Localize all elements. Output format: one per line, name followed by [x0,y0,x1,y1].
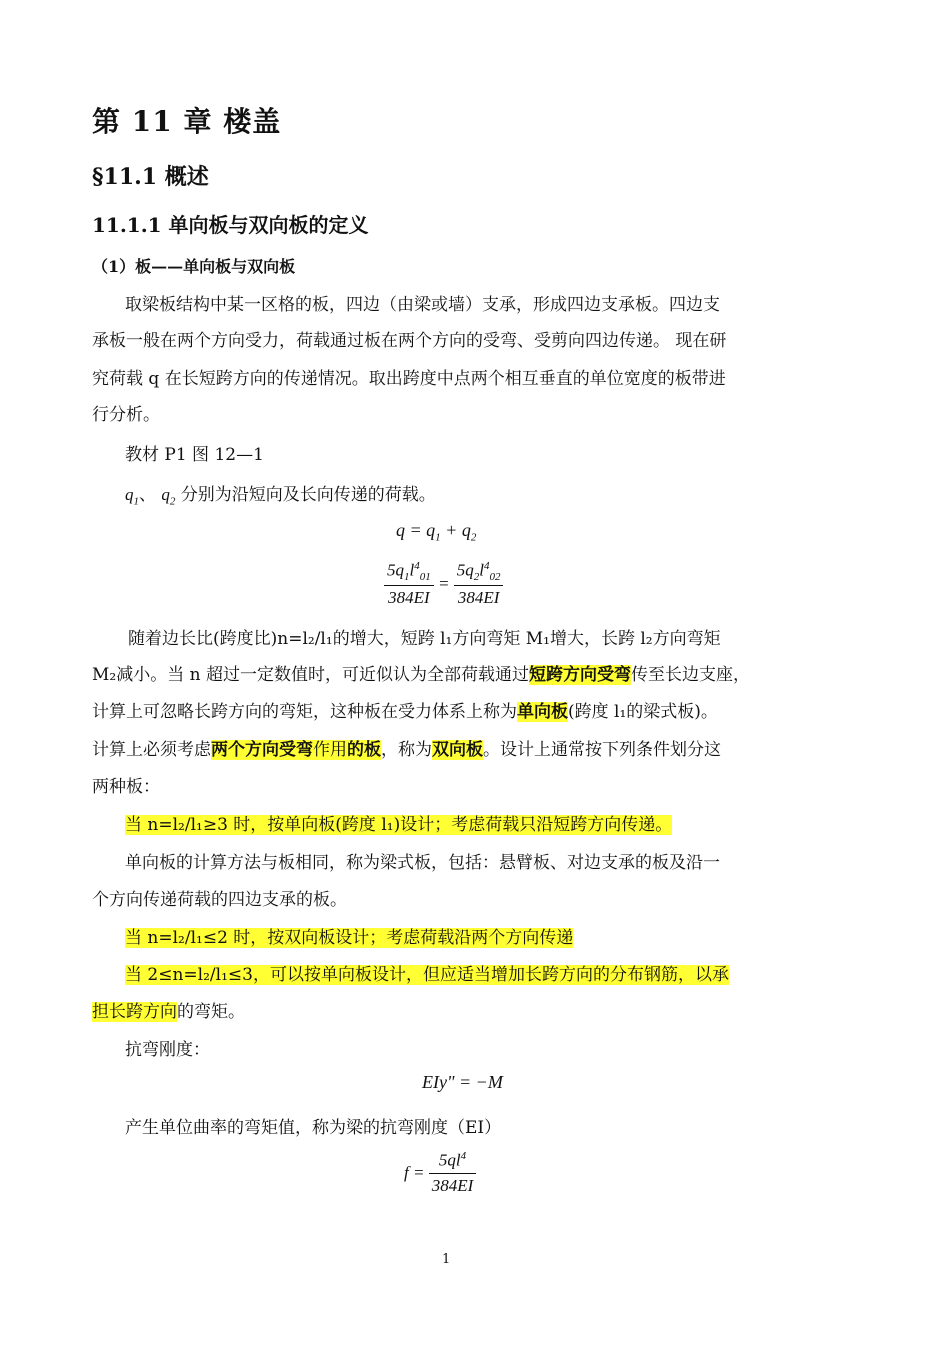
q2-symbol: $q_2$ [161,485,176,508]
para2-line4: 计算上必须考虑两个方向受弯作用的板，称为双向板。设计上通常按下列条件划分这 [92,740,721,760]
para1-line2: 承板一般在两个方向受力，荷载通过板在两个方向的受弯、受剪向四边传递。 现在研 [92,331,727,351]
rule-intermediate-line2: 担长跨方向的弯矩。 [92,1002,245,1022]
para2-line3: 计算上可忽略长跨方向的弯矩，这种板在受力体系上称为单向板(跨度 l₁的梁式板)。 [92,702,718,722]
para2-line2: M₂减小。当 n 超过一定数值时，可近似认为全部荷载通过短跨方向受弯传至长边支座， [92,665,750,685]
highlight-two-way-slab: 双向板 [432,740,483,760]
deflection-fraction: $\frac{5ql^4}{384EI}$ [429,1150,477,1196]
equation-deflection-equality: $\frac{5q_1l^4_{01}}{384EI}$ = $\frac{5q_2l^4_{02}}{384EI}$ [384,560,503,608]
item-heading: （1）板——单向板与双向板 [92,257,296,276]
rule-intermediate-line1: 当 2≤n=l₂/l₁≤3，可以按单向板设计，但应适当增加长跨方向的分布钢筋，以承 [125,965,729,985]
q1-symbol: $q_1$ [125,485,139,508]
textbook-reference: 教材 P1 图 12—1 [125,445,264,465]
highlight-short-span-bending: 短跨方向受弯 [528,665,631,685]
stiffness-label: 抗弯刚度： [125,1040,210,1060]
rule-two-way: 当 n=l₂/l₁≤2 时，按双向板设计；考虑荷载沿两个方向传递 [125,928,574,948]
para1-line4: 行分析。 [92,405,160,425]
equation-deflection: f = $\frac{5ql^4}{384EI}$ [404,1150,476,1196]
highlight-two-direction-bending: 两个方向受弯 [211,740,313,760]
chapter-title: 第 11 章 楼盖 [92,105,282,138]
page-number: 1 [442,1252,451,1267]
equation-bending-stiffness: EIy" = −M [422,1072,503,1092]
right-fraction: $\frac{5q_2l^4_{02}}{384EI}$ [454,560,504,608]
left-fraction: $\frac{5q_1l^4_{01}}{384EI}$ [384,560,434,608]
equation-load-sum: $q = q_1 + q_2$ [396,520,477,544]
highlight-one-way-slab: 单向板 [517,702,568,722]
para3-line1: 单向板的计算方法与板相同，称为梁式板，包括：悬臂板、对边支承的板及沿一 [125,853,720,873]
section-title: §11.1 概述 [92,164,209,190]
para1-line1: 取梁板结构中某一区格的板，四边（由梁或墙）支承，形成四边支承板。四边支 [125,295,720,315]
stiffness-definition: 产生单位曲率的弯矩值，称为梁的抗弯刚度（EI） [125,1118,502,1138]
rule-one-way: 当 n=l₂/l₁≥3 时，按单向板(跨度 l₁)设计；考虑荷载只沿短跨方向传递。 [125,815,673,835]
highlight-slab: 的板 [347,740,381,760]
para2-line5: 两种板： [92,777,160,797]
separator: 、 [139,485,156,505]
para1-line3: 究荷载 q 在长短跨方向的传递情况。取出跨度中点两个相互垂直的单位宽度的板带进 [92,369,726,389]
load-definition-text: 分别为沿短向及长向传递的荷载。 [180,485,436,505]
load-definition-line [125,480,436,507]
subsection-title: 11.1.1 单向板与双向板的定义 [92,213,369,237]
para2-line1: 随着边长比(跨度比)n=l₂/l₁的增大，短跨 l₁方向弯矩 M₁增大，长跨 l₂方向弯矩 [128,629,721,649]
para3-line2: 个方向传递荷载的四边支承的板。 [92,890,347,910]
